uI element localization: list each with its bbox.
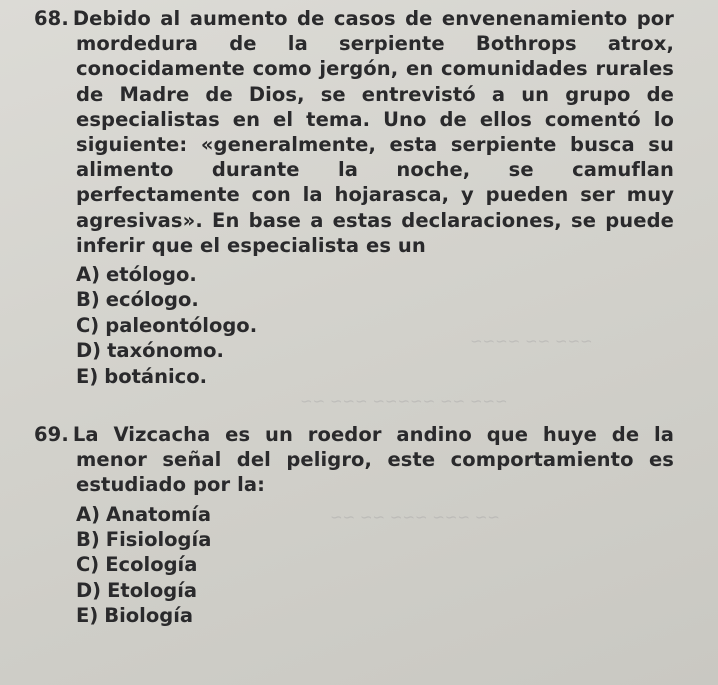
question-68-stem [34, 6, 674, 258]
option-c[interactable] [76, 313, 674, 338]
option-e[interactable] [76, 603, 674, 628]
show-through-text: ~~~ ~~ ~~~~~ ~~~ ~~ [300, 392, 508, 410]
option-text: Etología [107, 578, 198, 602]
option-text: Fisiología [105, 528, 212, 552]
option-text: Ecología [105, 553, 198, 577]
option-text: ecólogo. [105, 288, 199, 312]
question-69 [34, 422, 674, 629]
option-text: Biología [104, 604, 194, 628]
option-text: botánico. [104, 364, 207, 388]
question-68 [34, 6, 674, 389]
option-letter: C) [76, 313, 100, 337]
option-text: taxónomo. [107, 339, 224, 363]
option-letter: D) [76, 339, 102, 363]
question-69-number: 69. [34, 423, 69, 446]
option-letter: B) [76, 528, 100, 552]
option-letter: E) [76, 364, 99, 388]
option-text: Anatomía [106, 502, 212, 526]
option-text: paleontólogo. [105, 313, 258, 337]
show-through-text: ~~ ~~~ ~~~ ~~ ~~ [330, 508, 500, 526]
option-letter: B) [76, 288, 100, 312]
option-d[interactable] [76, 578, 674, 603]
option-a[interactable] [76, 502, 674, 527]
question-69-text: La Vizcacha es un roedor andino que huye de la menor señal del peligro, este comportamiento es estudiado por la: [72, 423, 674, 497]
option-letter: A) [76, 263, 101, 287]
option-a[interactable] [76, 262, 674, 287]
question-68-options [76, 262, 674, 389]
option-b[interactable] [76, 527, 674, 552]
option-c[interactable] [76, 552, 674, 577]
option-d[interactable] [76, 338, 674, 363]
option-letter: C) [76, 553, 100, 577]
show-through-text: ~~~ ~~ ~~~~ [470, 332, 593, 350]
question-68-text: Debido al aumento de casos de envenenamiento por mordedura de la serpiente Bothrops atrox, conocidamente como jergón, en comunidades rurales de Madre de Dios, se entrevistó a un grupo de especialistas en el tema. Uno de ellos comentó lo siguiente: «generalmente, esta serpiente busca su alimento durante la noche, se camuflan perfectamente con la hojarasca, y pueden ser muy agresivas». En base a estas declaraciones, se puede inferir que el especialista es un [72, 7, 674, 257]
option-letter: A) [76, 502, 101, 526]
option-text: etólogo. [106, 263, 197, 287]
question-69-stem [34, 422, 674, 498]
option-b[interactable] [76, 287, 674, 312]
option-e[interactable] [76, 364, 674, 389]
option-letter: E) [76, 604, 99, 628]
option-letter: D) [76, 578, 102, 602]
question-68-number: 68. [34, 7, 69, 30]
question-69-options [76, 502, 674, 629]
